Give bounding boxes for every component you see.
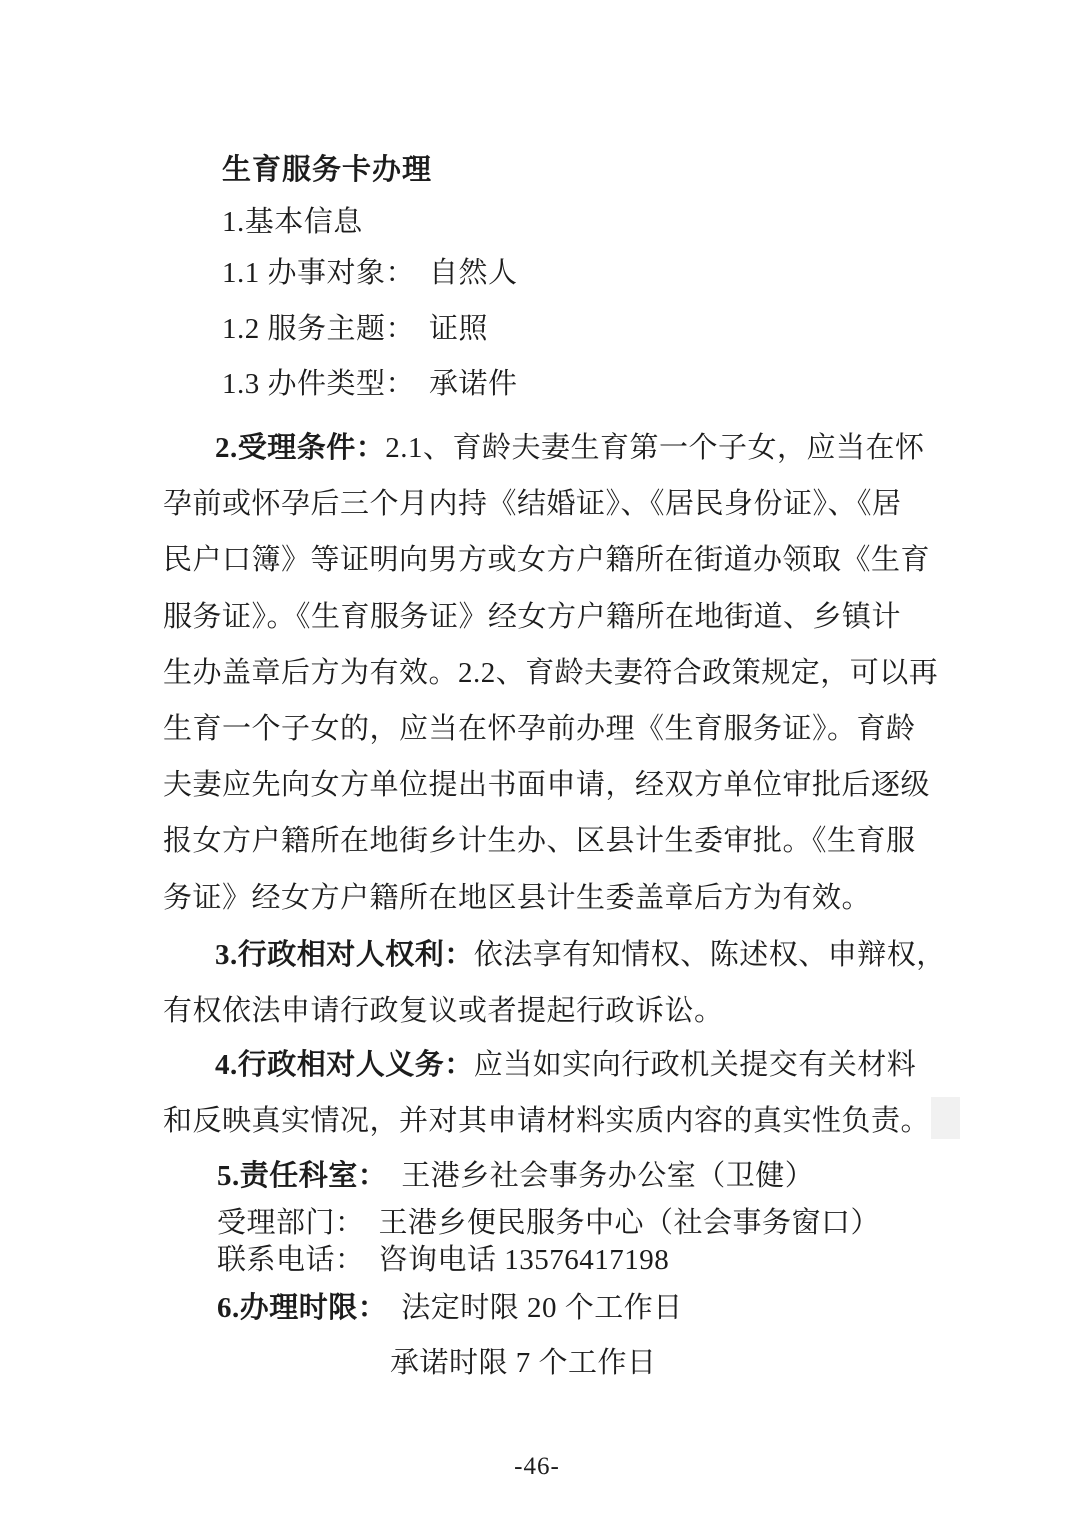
item-value: 王港乡社会事务办公室（卫健） xyxy=(401,1160,815,1192)
paragraph-line xyxy=(163,1094,960,1150)
paragraph-line: 生育一个子女的，应当在怀孕前办理《生育服务证》。育龄 xyxy=(163,712,916,745)
paragraph-text: 依法享有知情权、陈述权、申辩权， xyxy=(473,939,946,971)
section-label: 2.受理条件： xyxy=(215,432,386,464)
item-value: 自然人 xyxy=(429,257,518,289)
paragraph-line: 民户口簿》等证明向男方或女方户籍所在街道办领取《生育 xyxy=(163,544,931,577)
paragraph-line: 务证》经女方户籍所在地区县计生委盖章后方为有效。 xyxy=(163,881,872,914)
basic-info-item-theme xyxy=(222,306,488,347)
section-label: 4.行政相对人义务： xyxy=(215,1049,474,1081)
time-limit-line xyxy=(217,1285,683,1326)
item-label: 1.3 办件类型： xyxy=(222,368,416,400)
item-label: 联系电话： xyxy=(217,1244,365,1276)
promise-time-limit-line xyxy=(390,1340,657,1381)
basic-info-item-type xyxy=(222,361,518,402)
item-value: 承诺时限 7 个工作日 xyxy=(390,1347,657,1379)
paragraph-line: 夫妻应先向女方单位提出书面申请，经双方单位审批后逐级 xyxy=(163,769,931,802)
item-value: 证照 xyxy=(429,313,489,345)
item-value: 法定时限 20 个工作日 xyxy=(401,1292,683,1324)
paragraph-text: 和反映真实情况，并对其申请材料实质内容的真实性负责。 xyxy=(163,1104,931,1137)
accepting-department-line xyxy=(217,1200,880,1241)
item-value: 王港乡便民服务中心（社会事务窗口） xyxy=(378,1207,881,1239)
conditions-paragraph xyxy=(163,420,938,926)
paragraph-line: 报女方户籍所在地街乡计生办、区县计生委审批。《生育服 xyxy=(163,825,916,858)
highlight-mark xyxy=(931,1097,960,1139)
responsible-office-line xyxy=(217,1153,814,1194)
paragraph-line xyxy=(163,928,946,984)
document-title: 生育服务卡办理 xyxy=(222,154,433,186)
paragraph-line xyxy=(163,1038,960,1094)
paragraph-line: 服务证》。《生育服务证》经女方户籍所在地街道、乡镇计 xyxy=(163,600,902,633)
section-label: 6.办理时限： xyxy=(217,1292,388,1324)
contact-phone-line xyxy=(217,1237,669,1278)
paragraph-line: 孕前或怀孕后三个月内持《结婚证》、《居民身份证》、《居 xyxy=(163,488,902,521)
obligations-paragraph xyxy=(163,1038,960,1149)
item-value: 承诺件 xyxy=(429,368,518,400)
item-value: 咨询电话 13576417198 xyxy=(378,1244,670,1276)
paragraph-text: 2.1、育龄夫妻生育第一个子女，应当在怀 xyxy=(385,432,925,464)
paragraph-line: 有权依法申请行政复议或者提起行政诉讼。 xyxy=(163,994,724,1027)
item-label: 受理部门： xyxy=(217,1207,365,1239)
basic-info-item-target xyxy=(222,250,518,291)
paragraph-text: 应当如实向行政机关提交有关材料 xyxy=(473,1049,917,1081)
item-label: 1.1 办事对象： xyxy=(222,257,416,289)
section-label: 3.行政相对人权利： xyxy=(215,939,474,971)
paragraph-line xyxy=(163,420,938,476)
item-label: 1.2 服务主题： xyxy=(222,313,416,345)
section-label: 5.责任科室： xyxy=(217,1160,388,1192)
basic-info-heading: 1.基本信息 xyxy=(222,206,363,238)
page-number: -46- xyxy=(514,1453,560,1480)
paragraph-line: 生办盖章后方为有效。2.2、育龄夫妻符合政策规定，可以再 xyxy=(163,656,939,689)
rights-paragraph xyxy=(163,928,946,1039)
